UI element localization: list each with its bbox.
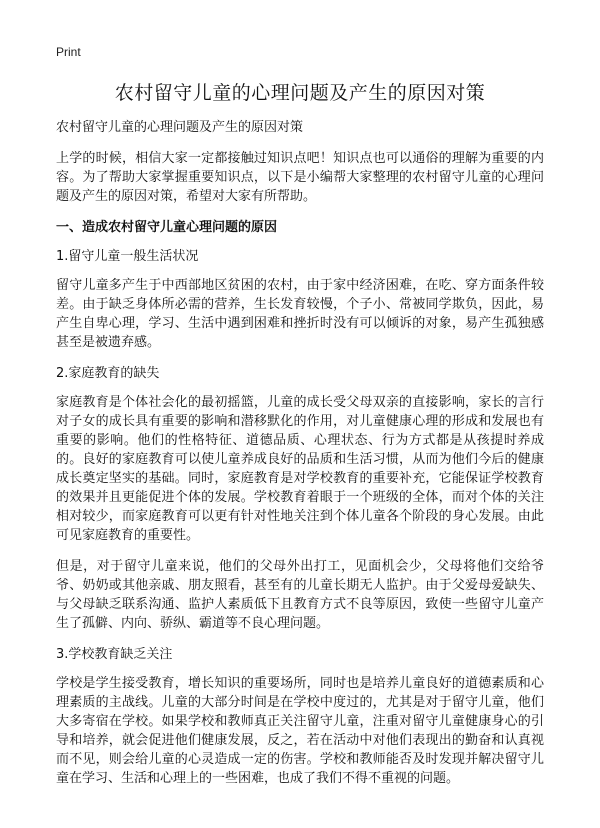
paragraph-school-education: 学校是学生接受教育，增长知识的重要场所，同时也是培养儿童良好的道德素质和心理素质的主战线。儿童的大部分时间是在学校中度过的，尤其是对于留守儿童，他们大多寄宿在学校。如果学校和教师真正关注留守儿童，注重对留守儿童健康身心的引导和培养，就会促进他们健康发展，反之，若在活动中对他们表现出的勤奋和认真视而不见，则会给儿童的心灵造成一定的伤害。学校和教师能否及时发现并解决留守儿童在学习、生活和心理上的一些困难，也成了我们不得不重视的问题。 xyxy=(56,676,544,786)
paragraph-family-education-1: 家庭教育是个体社会化的最初摇篮，儿童的成长受父母双亲的直接影响，家长的言行对子女的成长具有重要的影响和潜移默化的作用，对儿童健康心理的形成和发展也有重要的影响。他们的性格特征、道德品质、心理状态、行为方式都是从孩提时养成的。良好的家庭教育可以使儿童养成良好的品质和生活习惯，从而为他们今后的健康成长奠定坚实的基础。同时，家庭教育是对学校教育的重要补充，它能保证学校教育的效果并且更能促进个体的发展。学校教育着眼于一个班级的全体，而对个体的关注相对较少，而家庭教育可以更有针对性地关注到个体儿童各个阶段的身心发展。由此可见家庭教育的重要性。 xyxy=(56,395,544,543)
subheading-living-conditions: 1.留守儿童一般生活状况 xyxy=(56,249,199,264)
print-link[interactable]: Print xyxy=(56,45,81,59)
intro-paragraph: 上学的时候，相信大家一定都接触过知识点吧！知识点也可以通俗的理解为重要的内容。为了帮助大家掌握重要知识点，以下是小编帮大家整理的农村留守儿童的心理问题及产生的原因对策，希望对大家有所帮助。 xyxy=(56,151,544,204)
subheading-family-education: 2.家庭教育的缺失 xyxy=(56,366,160,381)
document-subtitle: 农村留守儿童的心理问题及产生的原因对策 xyxy=(56,120,304,135)
page-title: 农村留守儿童的心理问题及产生的原因对策 xyxy=(114,82,486,104)
paragraph-family-education-2: 但是，对于留守儿童来说，他们的父母外出打工，见面机会少，父母将他们交给爷爷、奶奶或其他亲戚、朋友照看，甚至有的儿童长期无人监护。由于父爱母爱缺失、与父母缺乏联系沟通、监护人素质低下且教育方式不良等原因，致使一些留守儿童产生了孤僻、内向、骄纵、霸道等不良心理问题。 xyxy=(56,559,544,631)
subheading-school-education: 3.学校教育缺乏关注 xyxy=(56,647,173,662)
paragraph-living-conditions: 留守儿童多产生于中西部地区贫困的农村，由于家中经济困难，在吃、穿方面条件较差。由于缺乏身体所必需的营养，生长发育较慢，个子小、常被同学欺负，因此，易产生自卑心理，学习、生活中遇到困难和挫折时没有可以倾诉的对象，易产生孤独感甚至是被遗弃感。 xyxy=(56,278,544,350)
section-heading-causes: 一、造成农村留守儿童心理问题的原因 xyxy=(56,220,278,235)
